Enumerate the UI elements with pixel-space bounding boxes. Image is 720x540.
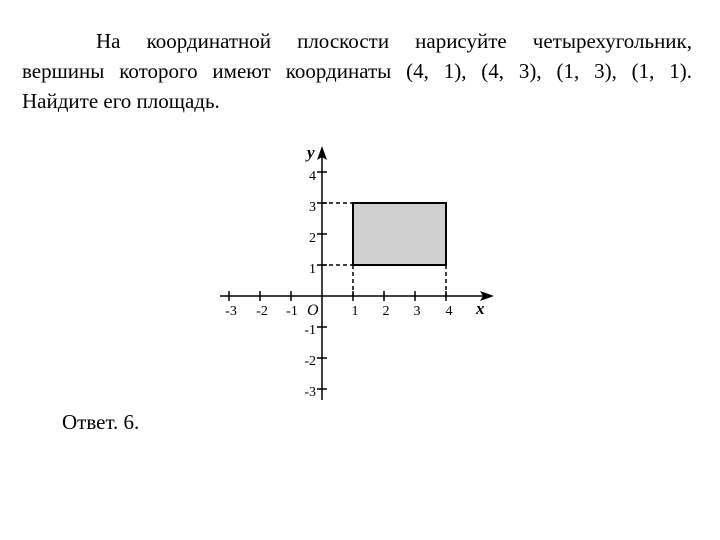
problem-line-2: вершины которого имеют координаты (4, 1), (4, 3), (1, 3), (1, 1). bbox=[22, 59, 692, 83]
x-axis-label: x bbox=[476, 299, 485, 318]
x-tick-label: 4 bbox=[445, 304, 453, 319]
y-tick-label: 4 bbox=[309, 169, 316, 184]
y-tick-label: -2 bbox=[304, 354, 316, 369]
x-tick-label: 1 bbox=[351, 304, 359, 319]
y-tick-label: -1 bbox=[304, 323, 316, 338]
shaded-rectangle bbox=[353, 203, 446, 265]
y-tick-label: 1 bbox=[309, 262, 316, 277]
y-tick-label: -3 bbox=[304, 385, 316, 400]
x-tick-label: -3 bbox=[225, 304, 237, 319]
x-tick-label: 3 bbox=[413, 304, 421, 319]
coordinate-plane bbox=[210, 138, 510, 403]
problem-line-3: Найдите его площадь. bbox=[22, 89, 220, 113]
x-tick-label: -2 bbox=[256, 304, 268, 319]
y-tick-label: 2 bbox=[309, 231, 316, 246]
x-tick-label: 2 bbox=[382, 304, 390, 319]
answer-text: Ответ. 6. bbox=[62, 410, 140, 434]
origin-label: O bbox=[307, 302, 319, 319]
y-tick-label: 3 bbox=[309, 200, 316, 215]
problem-text bbox=[22, 26, 692, 116]
y-axis-label: y bbox=[307, 143, 315, 162]
x-tick-label: -1 bbox=[286, 304, 298, 319]
problem-line-1: На координатной плоскости нарисуйте четырехугольник, bbox=[96, 29, 692, 53]
